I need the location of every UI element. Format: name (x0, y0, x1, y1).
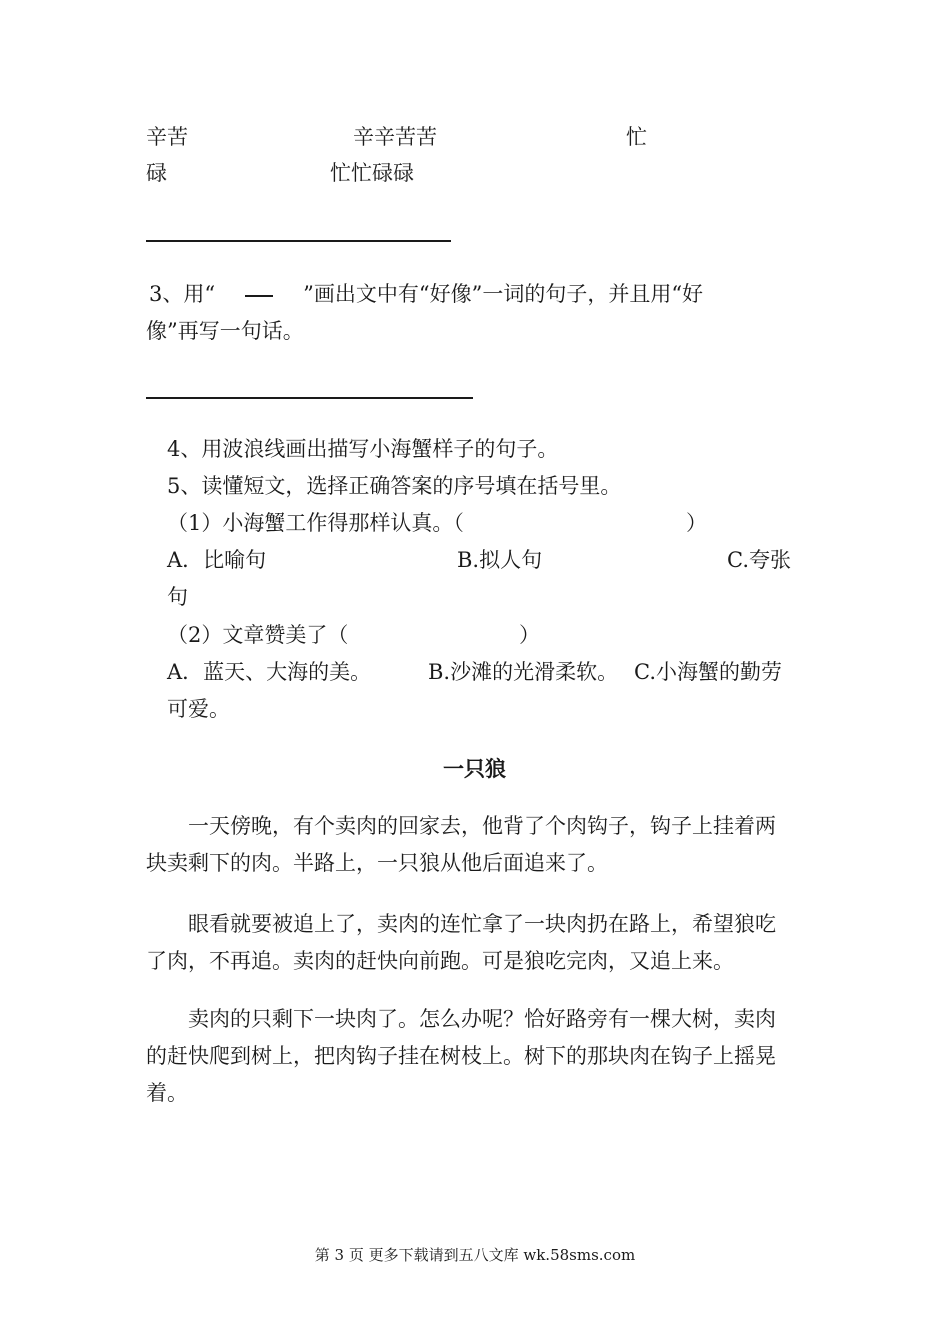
word-lu: 碌 (146, 161, 167, 185)
option-5-1-c: C.夸张 (727, 548, 791, 572)
option-5-1-a: A．比喻句 (167, 548, 267, 572)
word-mangmanglulu: 忙忙碌碌 (330, 161, 414, 185)
question-5-1-close: ） (686, 511, 707, 535)
option-5-1-b: B.拟人句 (457, 548, 543, 572)
question-3-suffix: ”画出文中有“好像”一词的句子，并且用“好 (303, 282, 704, 306)
story-paragraph-1: 一天傍晚，有个卖肉的回家去，他背了个肉钩子，钩子上挂着两块卖剩下的肉。半路上，一只狼从他后面追来了。 (146, 814, 776, 875)
question-5-2: （2）文章赞美了（ (167, 623, 349, 647)
answer-line-1 (146, 240, 451, 242)
question-5-1: （1）小海蟹工作得那样认真。（ (167, 511, 464, 535)
option-5-2-c: C.小海蟹的勤劳 (634, 660, 782, 684)
story-title: 一只狼 (443, 756, 506, 781)
word-xinku: 辛苦 (146, 125, 188, 149)
question-3-line2: 像”再写一句话。 (146, 319, 304, 343)
question-4: 4、用波浪线画出描写小海蟹样子的句子。 (167, 437, 559, 461)
question-5-intro: 5、读懂短文，选择正确答案的序号填在括号里。 (167, 474, 622, 498)
answer-line-2 (146, 397, 473, 399)
story-paragraph-3: 卖肉的只剩下一块肉了。怎么办呢？恰好路旁有一棵大树，卖肉的赶快爬到树上，把肉钩子挂在树枝上。树下的那块肉在钩子上摇晃着。 (146, 1007, 776, 1105)
question-5-2-close: ） (519, 623, 540, 647)
option-5-2-a: A．蓝天、大海的美。 (167, 660, 372, 684)
option-5-1-c-cont: 句 (167, 585, 188, 609)
option-5-2-c-cont: 可爱。 (167, 697, 230, 721)
page-footer: 第 3 页 更多下载请到五八文库 wk.58sms.com (314, 1246, 636, 1264)
word-mang: 忙 (626, 125, 647, 149)
underline-mark-icon (245, 279, 273, 297)
story-paragraph-2: 眼看就要被追上了，卖肉的连忙拿了一块肉扔在路上，希望狼吃了肉，不再追。卖肉的赶快向前跑。可是狼吃完肉，又追上来。 (146, 912, 776, 973)
option-5-2-b: B.沙滩的光滑柔软。 (428, 660, 619, 684)
question-3-prefix: 3、用“ (149, 282, 216, 306)
word-xinxinkuku: 辛辛苦苦 (353, 125, 437, 149)
question-3 (149, 279, 703, 309)
